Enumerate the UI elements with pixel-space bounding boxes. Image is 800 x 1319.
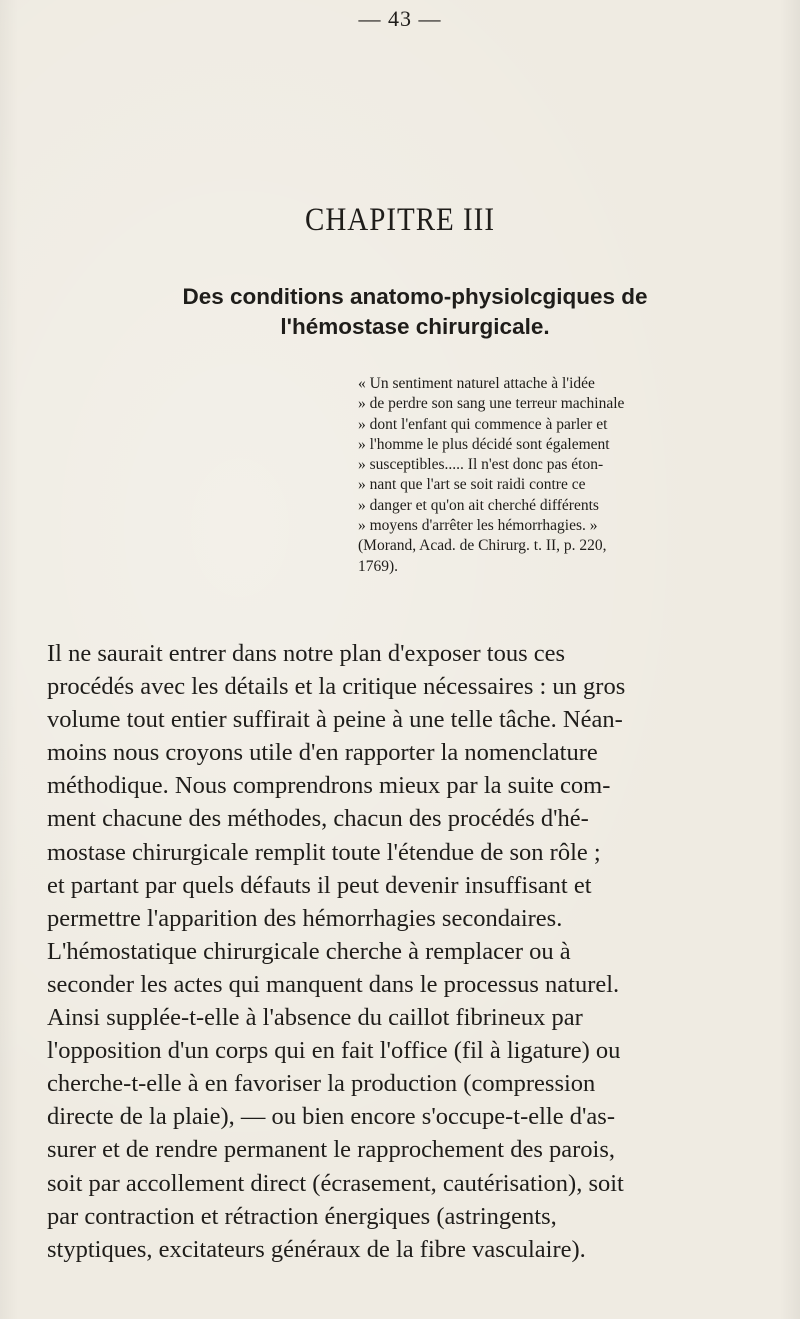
- body-line: l'opposition d'un corps qui en fait l'office (fil à ligature) ou: [47, 1037, 621, 1065]
- body-line: soit par accollement direct (écrasement, cautérisation), soit: [47, 1169, 624, 1197]
- section-title: [95, 282, 735, 342]
- quote-citation-line: 1769).: [358, 557, 399, 575]
- quote-citation-line: (Morand, Acad. de Chirurg. t. II, p. 220,: [358, 537, 607, 555]
- quote-line: « Un sentiment naturel attache à l'idée: [358, 375, 595, 392]
- quote-line: » nant que l'art se soit raidi contre ce: [358, 476, 586, 494]
- chapter-title: CHAPITRE III: [304, 202, 495, 238]
- body-line: L'hémostatique chirurgicale cherche à remplacer ou à: [47, 937, 571, 965]
- body-line: cherche-t-elle à en favoriser la production (compression: [47, 1070, 596, 1098]
- quote-line: » de perdre son sang une terreur machinale: [358, 395, 625, 413]
- body-line: directe de la plaie), — ou bien encore s'occupe-t-elle d'as-: [47, 1103, 615, 1131]
- body-line: méthodique. Nous comprendrons mieux par la suite com-: [47, 772, 611, 800]
- quote-line: » moyens d'arrêter les hémorrhagies. »: [358, 517, 598, 535]
- body-line: Ainsi supplée-t-elle à l'absence du caillot fibrineux par: [47, 1004, 583, 1032]
- body-line: procédés avec les détails et la critique nécessaires : un gros: [47, 673, 626, 701]
- quote-line: » susceptibles..... Il n'est donc pas éton-: [358, 456, 604, 474]
- quote-line: » dont l'enfant qui commence à parler et: [358, 415, 608, 433]
- body-line: permettre l'apparition des hémorrhagies secondaires.: [47, 904, 563, 932]
- section-title-line: l'hémostase chirurgicale.: [280, 314, 550, 339]
- body-line: par contraction et rétraction énergiques (astringents,: [47, 1202, 557, 1230]
- quote-line: » l'homme le plus décidé sont également: [358, 435, 610, 453]
- page-number: — 43 —: [358, 6, 442, 31]
- body-line: ment chacune des méthodes, chacun des procédés d'hé-: [47, 805, 589, 833]
- body-line: volume tout entier suffirait à peine à une telle tâche. Néan-: [47, 706, 623, 734]
- body-line: Il ne saurait entrer dans notre plan d'exposer tous ces: [47, 640, 566, 667]
- body-line: surer et de rendre permanent le rapprochement des parois,: [47, 1136, 616, 1164]
- body-line: et partant par quels défauts il peut devenir insuffisant et: [47, 871, 592, 899]
- quote-line: » danger et qu'on ait cherché différents: [358, 496, 599, 514]
- epigraph-quote: [358, 374, 738, 577]
- body-line: mostase chirurgicale remplit toute l'étendue de son rôle ;: [47, 838, 601, 866]
- body-line: moins nous croyons utile d'en rapporter la nomenclature: [47, 739, 598, 767]
- body-line: styptiques, excitateurs généraux de la fibre vasculaire).: [47, 1235, 586, 1263]
- body-line: seconder les actes qui manquent dans le processus naturel.: [47, 970, 620, 998]
- section-title-line: Des conditions anatomo-physiolcgiques de: [182, 284, 648, 309]
- body-paragraph: [47, 637, 747, 1266]
